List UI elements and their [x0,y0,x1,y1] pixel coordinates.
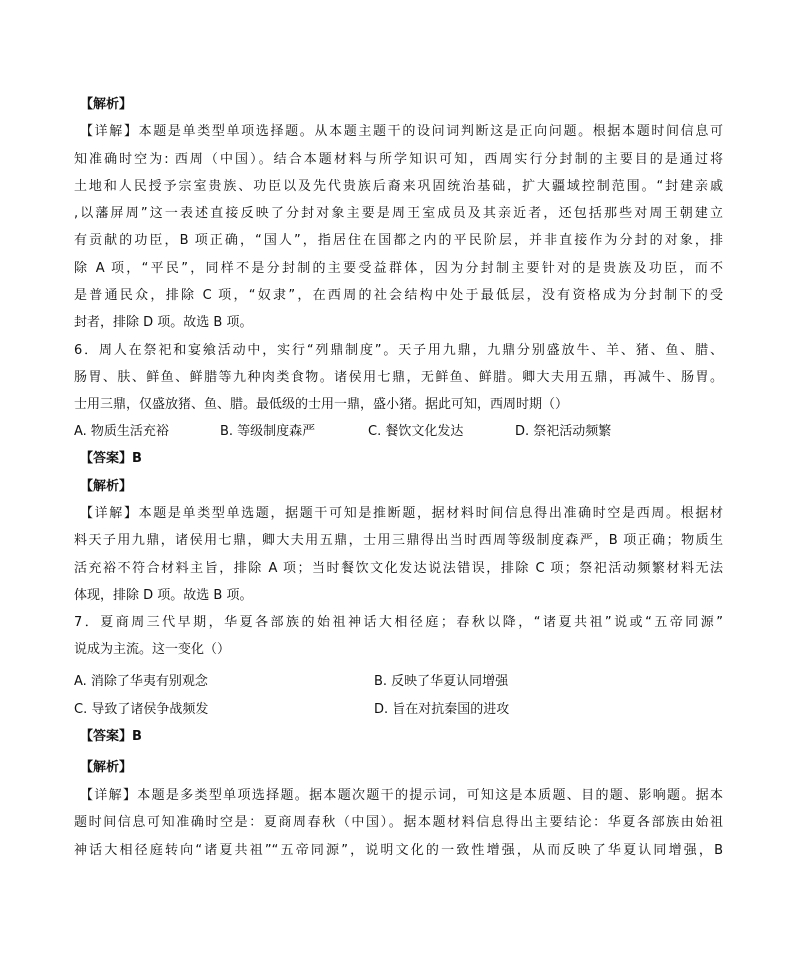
q6-detail-line-1: 【详解】本题是单类型单选题，据题干可知是推断题，据材料时间信息得出准确时空是西周。根据材 [80,506,723,521]
q6-detail-line-2: 料天子用九鼎，诸侯用七鼎，卿大夫用五鼎，士用三鼎得出当时西周等级制度森严，B 项正确；物质生 [74,533,723,548]
q6-question-line-2: 肠胃、肤、鲜鱼、鲜腊等九种肉类食物。诸侯用七鼎，无鲜鱼、鲜腊。卿大夫用五鼎，再减牛、肠胃。 [74,370,723,385]
q7-question-line-1: 7．夏商周三代早期，华夏各部族的始祖神话大相径庭；春秋以降，“诸夏共祖”说或“五帝同源” [74,615,723,630]
q6-question-line-3: 士用三鼎，仅盛放猪、鱼、腊。最低级的士用一鼎，盛小猪。据此可知，西周时期（） [74,397,569,412]
q6-analysis-label: 【解析】 [80,479,133,494]
q7-option-d: D. 旨在对抗秦国的进攻 [374,702,510,717]
q5-detail-line-2: 知准确时空为: 西周（中国）。结合本题材料与所学知识可知，西周实行分封制的主要目的是通过将 [74,152,723,167]
q5-detail-line-7: 是普通民众，排除 C 项，“奴隶”，在西周的社会结构中处于最低层，没有资格成为分封制下的受 [74,288,723,303]
q6-option-b: B. 等级制度森严 [220,424,316,439]
q5-detail-line-5: 有贡献的功臣，B 项正确，“国人”，指居住在国都之内的平民阶层，并非直接作为分封的对象，排 [74,233,723,248]
q7-analysis-label: 【解析】 [80,760,133,775]
q7-detail-line-2: 题时间信息可知准确时空是：夏商周春秋（中国）。据本题材料信息得出主要结论：华夏各部族由始祖 [74,815,723,830]
q5-analysis-label: 【解析】 [80,97,133,112]
q7-answer-label: 【答案】B [80,729,142,744]
q6-option-c: C. 餐饮文化发达 [368,424,464,439]
q6-detail-line-3: 活充裕不符合材料主旨，排除 A 项；当时餐饮文化发达说法错误，排除 C 项；祭祀活动频繁材料无法 [74,561,723,576]
q7-option-a: A. 消除了华夷有别观念 [74,674,208,689]
q7-detail-line-3: 神话大相径庭转向“诸夏共祖”“五帝同源”，说明文化的一致性增强，从而反映了华夏认同增强，B [74,843,723,858]
q5-detail-line-1: 【详解】本题是单类型单项选择题。从本题主题干的设问词判断这是正向问题。根据本题时间信息可 [80,124,723,139]
q7-option-b: B. 反映了华夏认同增强 [374,674,509,689]
q7-detail-line-1: 【详解】本题是多类型单项选择题。据本题次题干的提示词，可知这是本质题、目的题、影响题。据本 [80,788,723,803]
q5-detail-line-6: 除 A 项，“平民”，同样不是分封制的主要受益群体，因为分封制主要针对的是贵族及功臣，而不 [74,261,723,276]
q5-detail-line-8: 封者，排除 D 项。故选 B 项。 [74,315,253,330]
q5-detail-line-3: 土地和人民授予宗室贵族、功臣以及先代贵族后裔来巩固统治基础，扩大疆域控制范围。“封建亲戚 [74,179,723,194]
q7-question-line-2: 说成为主流。这一变化（） [74,642,231,657]
q6-detail-line-4: 体现，排除 D 项。故选 B 项。 [74,588,253,603]
q5-detail-line-4: ,以藩屏周”这一表述直接反映了分封对象主要是周王室成员及其亲近者，还包括那些对周王朝建立 [74,206,723,221]
q6-option-d: D. 祭祀活动频繁 [515,424,612,439]
q7-option-c: C. 导致了诸侯争战频发 [74,702,209,717]
q6-answer-label: 【答案】B [80,451,142,466]
q6-option-a: A. 物质生活充裕 [74,424,169,439]
q6-question-line-1: 6．周人在祭祀和宴飨活动中，实行“列鼎制度”。天子用九鼎，九鼎分别盛放牛、羊、猪、鱼、腊、 [74,343,723,358]
